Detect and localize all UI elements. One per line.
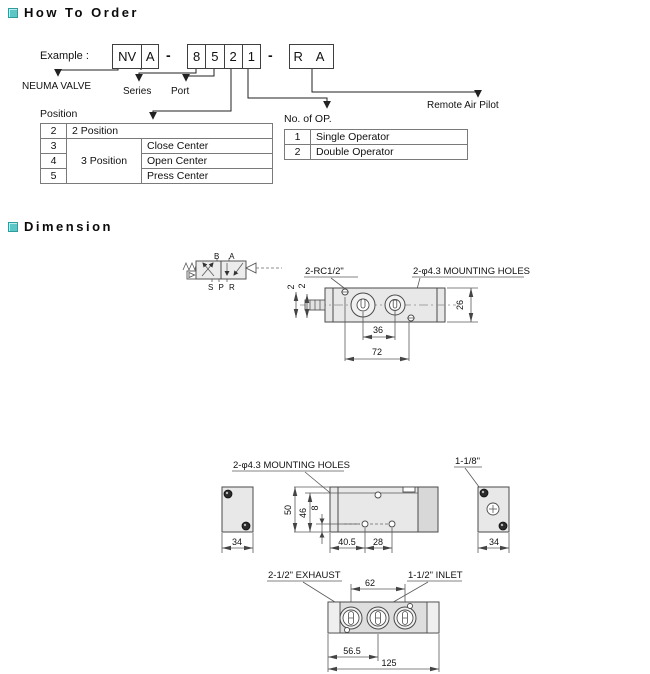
- callout-series: Series: [123, 86, 152, 97]
- port-circles: [340, 607, 416, 629]
- op-label: Double Operator: [311, 145, 468, 160]
- position-code: 5: [41, 169, 67, 184]
- code-cell-8: 8: [193, 49, 201, 64]
- dim-40-5: 40.5: [338, 537, 356, 547]
- dim-26: 26: [455, 299, 465, 311]
- top-view-body: [325, 288, 445, 322]
- position-code: 4: [41, 154, 67, 169]
- code-cell-5: 5: [205, 45, 223, 68]
- dim-34-left: 34: [231, 537, 243, 547]
- top-view-drawing: [286, 266, 530, 361]
- valve-schematic: [183, 252, 282, 292]
- schematic-top-ports: B A: [214, 252, 239, 261]
- position-group-2pos: 2 Position: [67, 124, 273, 139]
- dim-50: 50: [283, 504, 293, 516]
- position-group-3pos: 3 Position: [67, 139, 142, 184]
- code-cell-1: 1: [242, 45, 260, 68]
- callout-neuma-valve: NEUMA VALVE: [22, 81, 92, 92]
- code-group-series-prefix: [112, 44, 159, 69]
- op-label: Single Operator: [311, 130, 468, 145]
- side-view-row: [222, 456, 509, 553]
- label-exhaust: 2-1/2" EXHAUST: [268, 570, 341, 581]
- dim-46: 46: [298, 507, 308, 519]
- table-row: [41, 139, 273, 154]
- dim-125: 125: [381, 658, 397, 668]
- position-center-type: Open Center: [142, 154, 273, 169]
- example-label: Example :: [40, 50, 89, 62]
- callout-remote-air-pilot: Remote Air Pilot: [427, 100, 499, 111]
- dimension-title: Dimension: [24, 219, 113, 234]
- label-inlet: 1-1/2" INLET: [408, 570, 463, 581]
- code-cell-2: 2: [224, 45, 242, 68]
- table-row: [285, 130, 468, 145]
- left-end-view-body: [222, 487, 253, 532]
- how-to-order-header: [8, 5, 139, 20]
- position-center-type: Press Center: [142, 169, 273, 184]
- side-view-body: [330, 487, 438, 532]
- section-bullet-icon: [8, 8, 18, 18]
- op-table: [284, 129, 468, 160]
- schematic-bottom-ports: S P R: [208, 283, 237, 292]
- dim-36: 36: [372, 325, 384, 335]
- dim-8: 8: [310, 505, 320, 511]
- op-code: 2: [285, 145, 311, 160]
- table-row: [41, 124, 273, 139]
- dim-2-b: 2: [297, 283, 307, 289]
- position-code: 3: [41, 139, 67, 154]
- op-table-title: No. of OP.: [284, 113, 332, 125]
- right-end-view-body: [478, 487, 509, 532]
- code-group-model: [187, 44, 261, 69]
- position-code: 2: [41, 124, 67, 139]
- dimension-header: [8, 219, 113, 234]
- code-group-pilot: [289, 44, 334, 69]
- code-cell-ra: R A: [293, 49, 330, 64]
- order-connectors: [58, 67, 478, 119]
- dim-62: 62: [364, 578, 376, 588]
- position-table-title: Position: [40, 108, 78, 120]
- bottom-view-drawing: [267, 570, 463, 672]
- label-pilot-port: 1-1/8": [455, 456, 481, 467]
- code-cell-nv: NV: [118, 49, 137, 64]
- section-bullet-icon: [8, 222, 18, 232]
- dim-56-5: 56.5: [343, 646, 361, 656]
- label-mounting-holes-side: 2-φ4.3 MOUNTING HOLES: [233, 460, 351, 471]
- position-table: [40, 123, 273, 184]
- label-mounting-holes-top: 2-φ4.3 MOUNTING HOLES: [413, 266, 531, 277]
- dim-28: 28: [372, 537, 384, 547]
- callout-port: Port: [171, 86, 190, 97]
- bottom-view-body: [328, 602, 439, 633]
- dim-34-right: 34: [488, 537, 500, 547]
- code-separator-1: -: [166, 47, 171, 63]
- op-code: 1: [285, 130, 311, 145]
- position-center-type: Close Center: [142, 139, 273, 154]
- dim-72: 72: [371, 347, 383, 357]
- code-separator-2: -: [268, 47, 273, 63]
- dim-2-a: 2: [286, 284, 296, 290]
- table-row: [285, 145, 468, 160]
- label-rc-port: 2-RC1/2": [305, 266, 344, 277]
- how-to-order-title: How To Order: [24, 5, 139, 20]
- code-cell-a: A: [141, 45, 158, 68]
